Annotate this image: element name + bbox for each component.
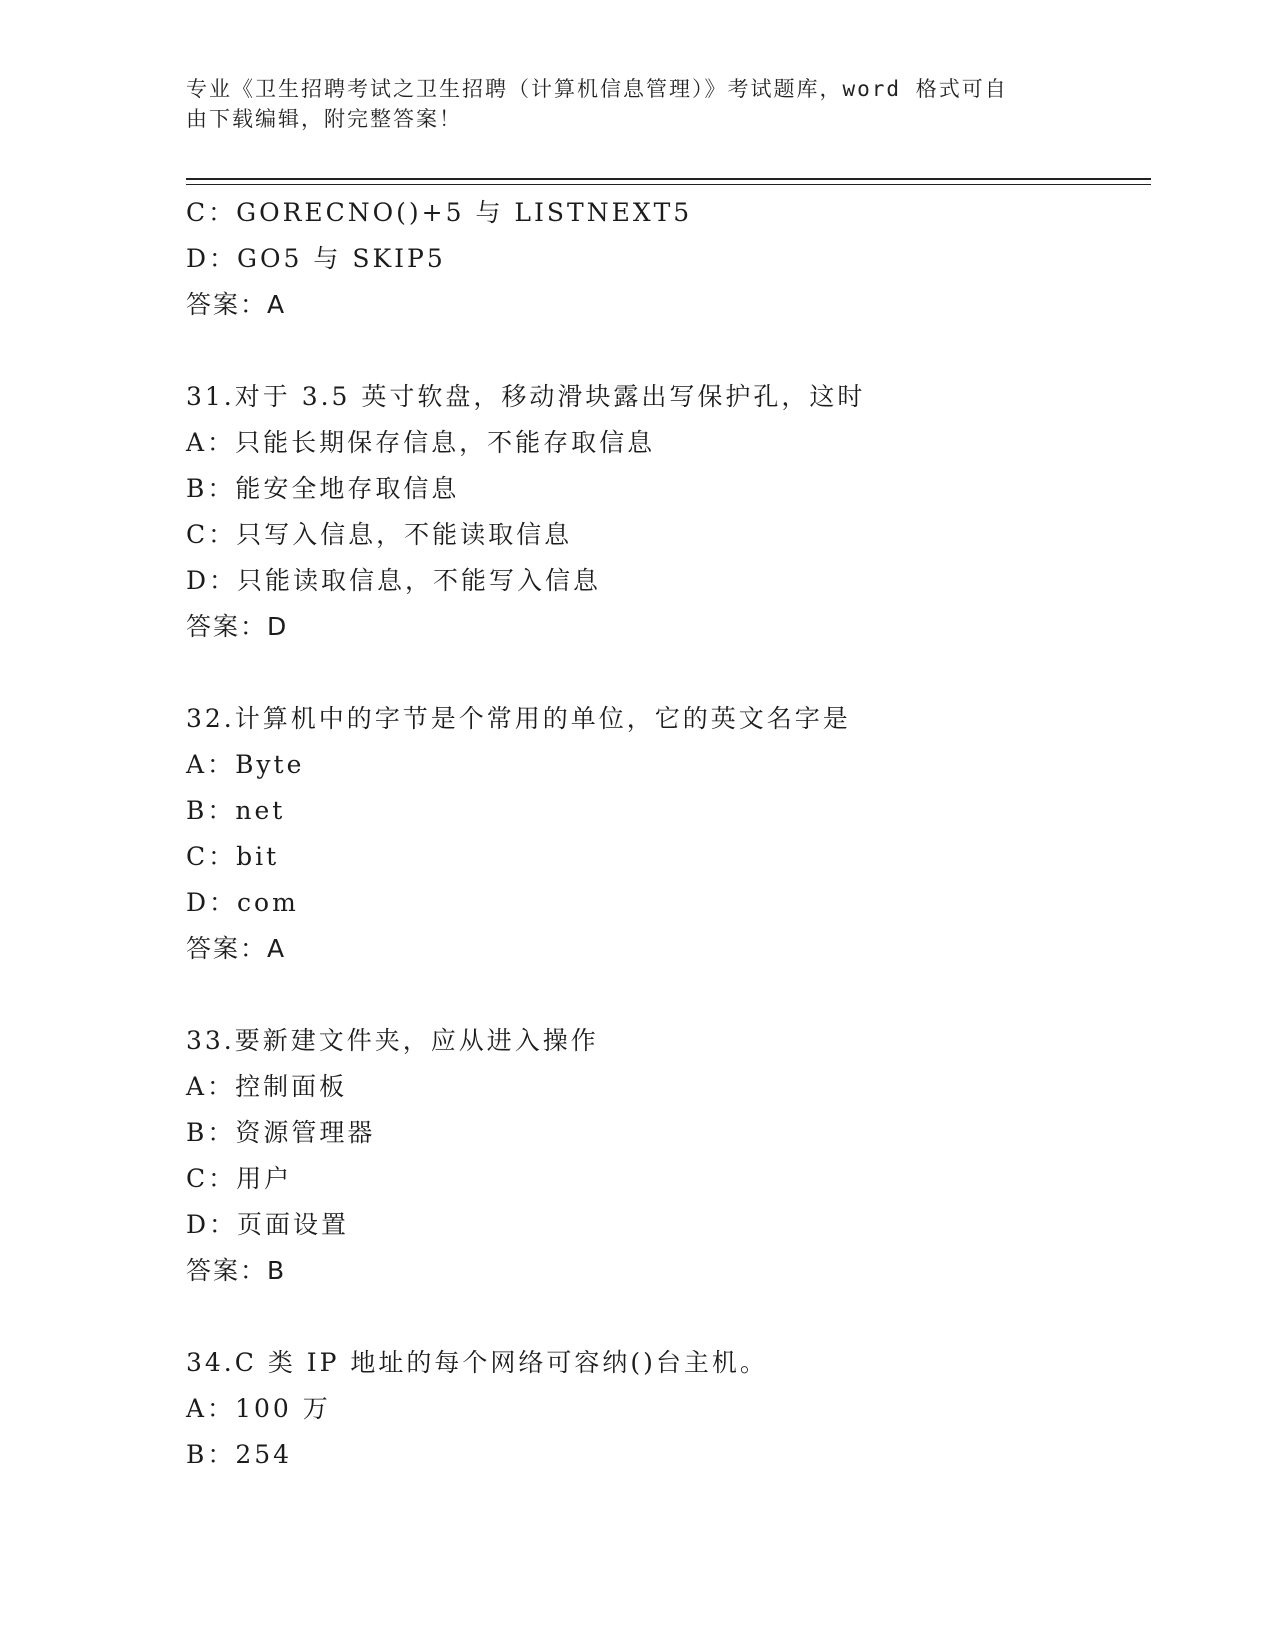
option-b xyxy=(186,1432,1146,1478)
option-a xyxy=(186,1386,1146,1432)
option-label: C： xyxy=(186,520,237,549)
spacer xyxy=(186,1294,1146,1340)
option-d xyxy=(186,236,1146,282)
option-a xyxy=(186,420,1146,466)
option-d xyxy=(186,1202,1146,1248)
question-block-33 xyxy=(186,1018,1146,1294)
option-text: 254 xyxy=(235,1440,293,1469)
option-label: D： xyxy=(186,888,238,917)
spacer xyxy=(186,328,1146,374)
option-label: D： xyxy=(186,244,238,273)
option-text: GO5 与 SKIP5 xyxy=(237,244,446,273)
option-text: 页面设置 xyxy=(237,1210,350,1239)
answer-line: 答案：B xyxy=(186,1256,287,1285)
option-c xyxy=(186,1156,1146,1202)
question-text: 33.要新建文件夹，应从进入操作 xyxy=(186,1026,599,1055)
option-text: 用户 xyxy=(236,1164,293,1193)
question-block-31 xyxy=(186,374,1146,650)
spacer xyxy=(186,650,1146,696)
option-c xyxy=(186,834,1146,880)
option-text: Byte xyxy=(235,750,305,779)
option-label: B： xyxy=(186,1118,236,1147)
header-line-1: 专业《卫生招聘考试之卫生招聘（计算机信息管理）》考试题库，word 格式可自 xyxy=(186,77,1008,101)
spacer xyxy=(186,972,1146,1018)
option-text: 100 万 xyxy=(235,1394,331,1423)
option-b xyxy=(186,788,1146,834)
option-b xyxy=(186,1110,1146,1156)
answer-line: 答案：A xyxy=(186,934,287,963)
question-text: 31.对于 3.5 英寸软盘，移动滑块露出写保护孔，这时 xyxy=(186,382,866,411)
question-text: 34.C 类 IP 地址的每个网络可容纳()台主机。 xyxy=(186,1348,768,1377)
option-label: B： xyxy=(186,1440,236,1469)
option-text: bit xyxy=(236,842,280,871)
option-text: 能安全地存取信息 xyxy=(235,474,460,503)
option-label: D： xyxy=(186,1210,238,1239)
document-header xyxy=(186,74,1066,134)
option-label: A： xyxy=(186,1072,236,1101)
option-d xyxy=(186,880,1146,926)
question-list xyxy=(186,190,1146,1478)
question-text: 32.计算机中的字节是个常用的单位，它的英文名字是 xyxy=(186,704,851,733)
option-label: C： xyxy=(186,842,237,871)
option-text: 资源管理器 xyxy=(235,1118,376,1147)
question-block-34 xyxy=(186,1340,1146,1478)
option-text: com xyxy=(237,888,299,917)
option-b xyxy=(186,466,1146,512)
option-label: A： xyxy=(186,428,236,457)
question-block-32 xyxy=(186,696,1146,972)
question-block-30 xyxy=(186,190,1146,328)
option-a xyxy=(186,742,1146,788)
option-label: C： xyxy=(186,198,237,227)
answer-line: 答案：D xyxy=(186,612,289,641)
option-a xyxy=(186,1064,1146,1110)
header-divider-thin xyxy=(186,184,1151,185)
option-label: D： xyxy=(186,566,238,595)
option-c xyxy=(186,512,1146,558)
option-label: C： xyxy=(186,1164,237,1193)
option-label: A： xyxy=(186,1394,236,1423)
answer-line: 答案：A xyxy=(186,290,287,319)
option-label: B： xyxy=(186,796,236,825)
option-d xyxy=(186,558,1146,604)
option-label: A： xyxy=(186,750,236,779)
option-text: 只能长期保存信息，不能存取信息 xyxy=(235,428,656,457)
option-label: B： xyxy=(186,474,236,503)
option-text: 只能读取信息，不能写入信息 xyxy=(237,566,602,595)
option-text: 控制面板 xyxy=(235,1072,348,1101)
option-text: GORECNO()+5 与 LISTNEXT5 xyxy=(236,198,693,227)
option-text: net xyxy=(235,796,286,825)
option-text: 只写入信息，不能读取信息 xyxy=(236,520,573,549)
option-c xyxy=(186,190,1146,236)
header-line-2: 由下载编辑，附完整答案！ xyxy=(186,107,462,131)
header-divider-thick xyxy=(186,178,1151,180)
